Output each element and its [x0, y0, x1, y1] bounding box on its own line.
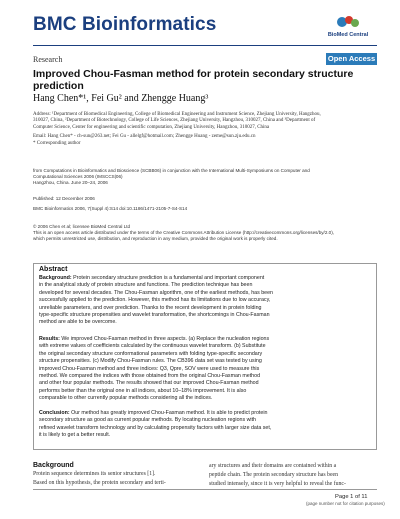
- journal-title: BMC Bioinformatics: [33, 14, 217, 35]
- conference-line: Computational Sciences 2006 (IMSCCS|06): [33, 174, 123, 179]
- author-address: [33, 112, 377, 131]
- abstract-line: refined wavelet transform technology and by calculating propensity factors with larger size data set,: [39, 424, 272, 431]
- open-access-badge: Open Access: [327, 54, 376, 63]
- abstract-line: method. We compared the indices with those obtained from the original Chou-Fasman method: [39, 373, 261, 380]
- abstract-line: successfully applied to the prediction. However, this method has its limitations due to low accuracy,: [39, 297, 271, 304]
- abstract-line: Protein secondary structure prediction is a fundamental and important component: [71, 275, 265, 281]
- abstract-line: type-specific structure propensities and wavelet transformation, the shortcomings in Chou-Fasman: [39, 312, 270, 319]
- abstract-line: We improved Chou-Fasman method in three aspects. (a) Replace the nucleation regions: [59, 336, 270, 342]
- abstract-results: [39, 336, 372, 403]
- abstract-heading: Abstract: [39, 266, 68, 273]
- page-number-note: (page number not for citation purposes): [306, 501, 385, 506]
- abstract-line: Our method has greatly improved Chou-Fasman method. It is able to predict protein: [69, 410, 268, 416]
- abstract-line: it is likely to get a better result.: [39, 432, 111, 439]
- conference-info: [33, 168, 377, 186]
- abstract-line: performs better than the original one in all indices, about 10–18% improvement. It is also: [39, 387, 247, 394]
- biomed-central-icon: [336, 14, 360, 30]
- results-label: Results:: [39, 336, 60, 342]
- article-authors: Hang Chen*¹, Fei Gu² and Zhengge Huang³: [33, 93, 209, 104]
- abstract-line: developed for several decades. The Chou-Fasman algorithm, one of the earliest methods, has been: [39, 289, 273, 296]
- background-heading: Background: [33, 462, 74, 469]
- body-line: ary structures and their domains are contained within a: [209, 463, 337, 469]
- footer-rule: [33, 489, 377, 490]
- copyright-notice: [33, 224, 377, 242]
- address-line: 310027, China, ²Department of Biotechnology, College of Life Sciences, Zhejiang University, Hangzhou, 310027, China and ³Department of: [33, 118, 316, 124]
- copyright-line: © 2006 Chen et al; licensee BioMed Central Ltd: [33, 224, 131, 229]
- body-line: peptide chain. The protein secondary structure has been: [209, 471, 338, 478]
- abstract-background: [39, 275, 372, 327]
- abstract-line: comparable to other currently popular methods considering all the indices.: [39, 395, 213, 402]
- abstract-line: in the analytical study of protein structure and functions. The prediction technique has been: [39, 282, 253, 289]
- article-citation: BMC Bioinformatics 2006, 7(Suppl 4):S14 doi:10.1186/1471-2105-7-S4-S14: [33, 206, 188, 211]
- abstract-line: structure propensities. (c) Modify Chou-Fasman rules. The CB396 data set was tested by using: [39, 358, 262, 365]
- body-line: Protein sequence determines its senior structures [1].: [33, 471, 156, 477]
- address-line: Computer Science, Center for engineering and scientific computation, Zhejiang University, Hangzhou, 310027, China: [33, 124, 270, 130]
- background-label: Background:: [39, 275, 72, 281]
- background-left-column: [33, 470, 201, 488]
- publisher-logo: [326, 14, 370, 44]
- abstract-line: unreliable parameters, and over prediction. Thanks to the recent development in protein folding: [39, 304, 262, 311]
- abstract-line: secondary structure as good as current popular methods. By locating nucleation regions with: [39, 417, 256, 424]
- publisher-logo-label: BioMed Central: [327, 32, 369, 38]
- conference-line: Hangzhou, China. June 20–24, 2006: [33, 180, 108, 185]
- article-title: Improved Chou-Fasman method for protein secondary structure prediction: [33, 68, 354, 92]
- copyright-line: which permits unrestricted use, distribution, and reproduction in any medium, provided the original work is properly cited.: [33, 236, 278, 241]
- address-line: Address: ¹Department of Biomedical Engineering, College of Biomedical Engineering and Instrument Science, Zhejiang University, Hangzhou,: [33, 112, 321, 117]
- copyright-line: This is an open access article distributed under the terms of the Creative Commons Attribution License (http://creativecommons.org/licenses/by/2.0),: [33, 230, 335, 235]
- abstract-line: method are able to be overcome.: [39, 319, 117, 326]
- published-date: Published: 12 December 2006: [33, 196, 95, 201]
- abstract-conclusion: [39, 410, 372, 440]
- background-right-column: [209, 462, 377, 488]
- body-line: Based on this hypothesis, the protein secondary and terti-: [33, 479, 166, 486]
- section-label: Research: [33, 55, 63, 64]
- author-email: Email: Hang Chen* - ch-sun@263.net; Fei Gu - allelgf@hotmail.com; Zhengge Huang - zeme@sun.zju.edu.cn: [33, 134, 256, 139]
- body-line: studied intensely, since it is very helpful to reveal the func-: [209, 480, 346, 487]
- corresponding-author: * Corresponding author: [33, 141, 81, 146]
- abstract-line: with extreme values of coefficients calculated by the continuous wavelet transform. (b) Substitute: [39, 343, 266, 350]
- abstract-line: the original secondary structure conformational parameters with folding type-specific secondary: [39, 350, 263, 357]
- abstract-line: and other four popular methods. The results showed that our improved Chou-Fasman method: [39, 380, 259, 387]
- conclusion-label: Conclusion:: [39, 410, 70, 416]
- abstract-line: improved Chou-Fasman method and three indices: Q3, Qpre, SOV were used to measure this: [39, 365, 260, 372]
- conference-line: from Computations in Bioinformatics and Bioscience (SCBB06) in conjunction with the International Multi-Symposiums on Computer and: [33, 168, 310, 173]
- header-rule: [33, 45, 377, 46]
- page-number: Page 1 of 11: [335, 494, 368, 500]
